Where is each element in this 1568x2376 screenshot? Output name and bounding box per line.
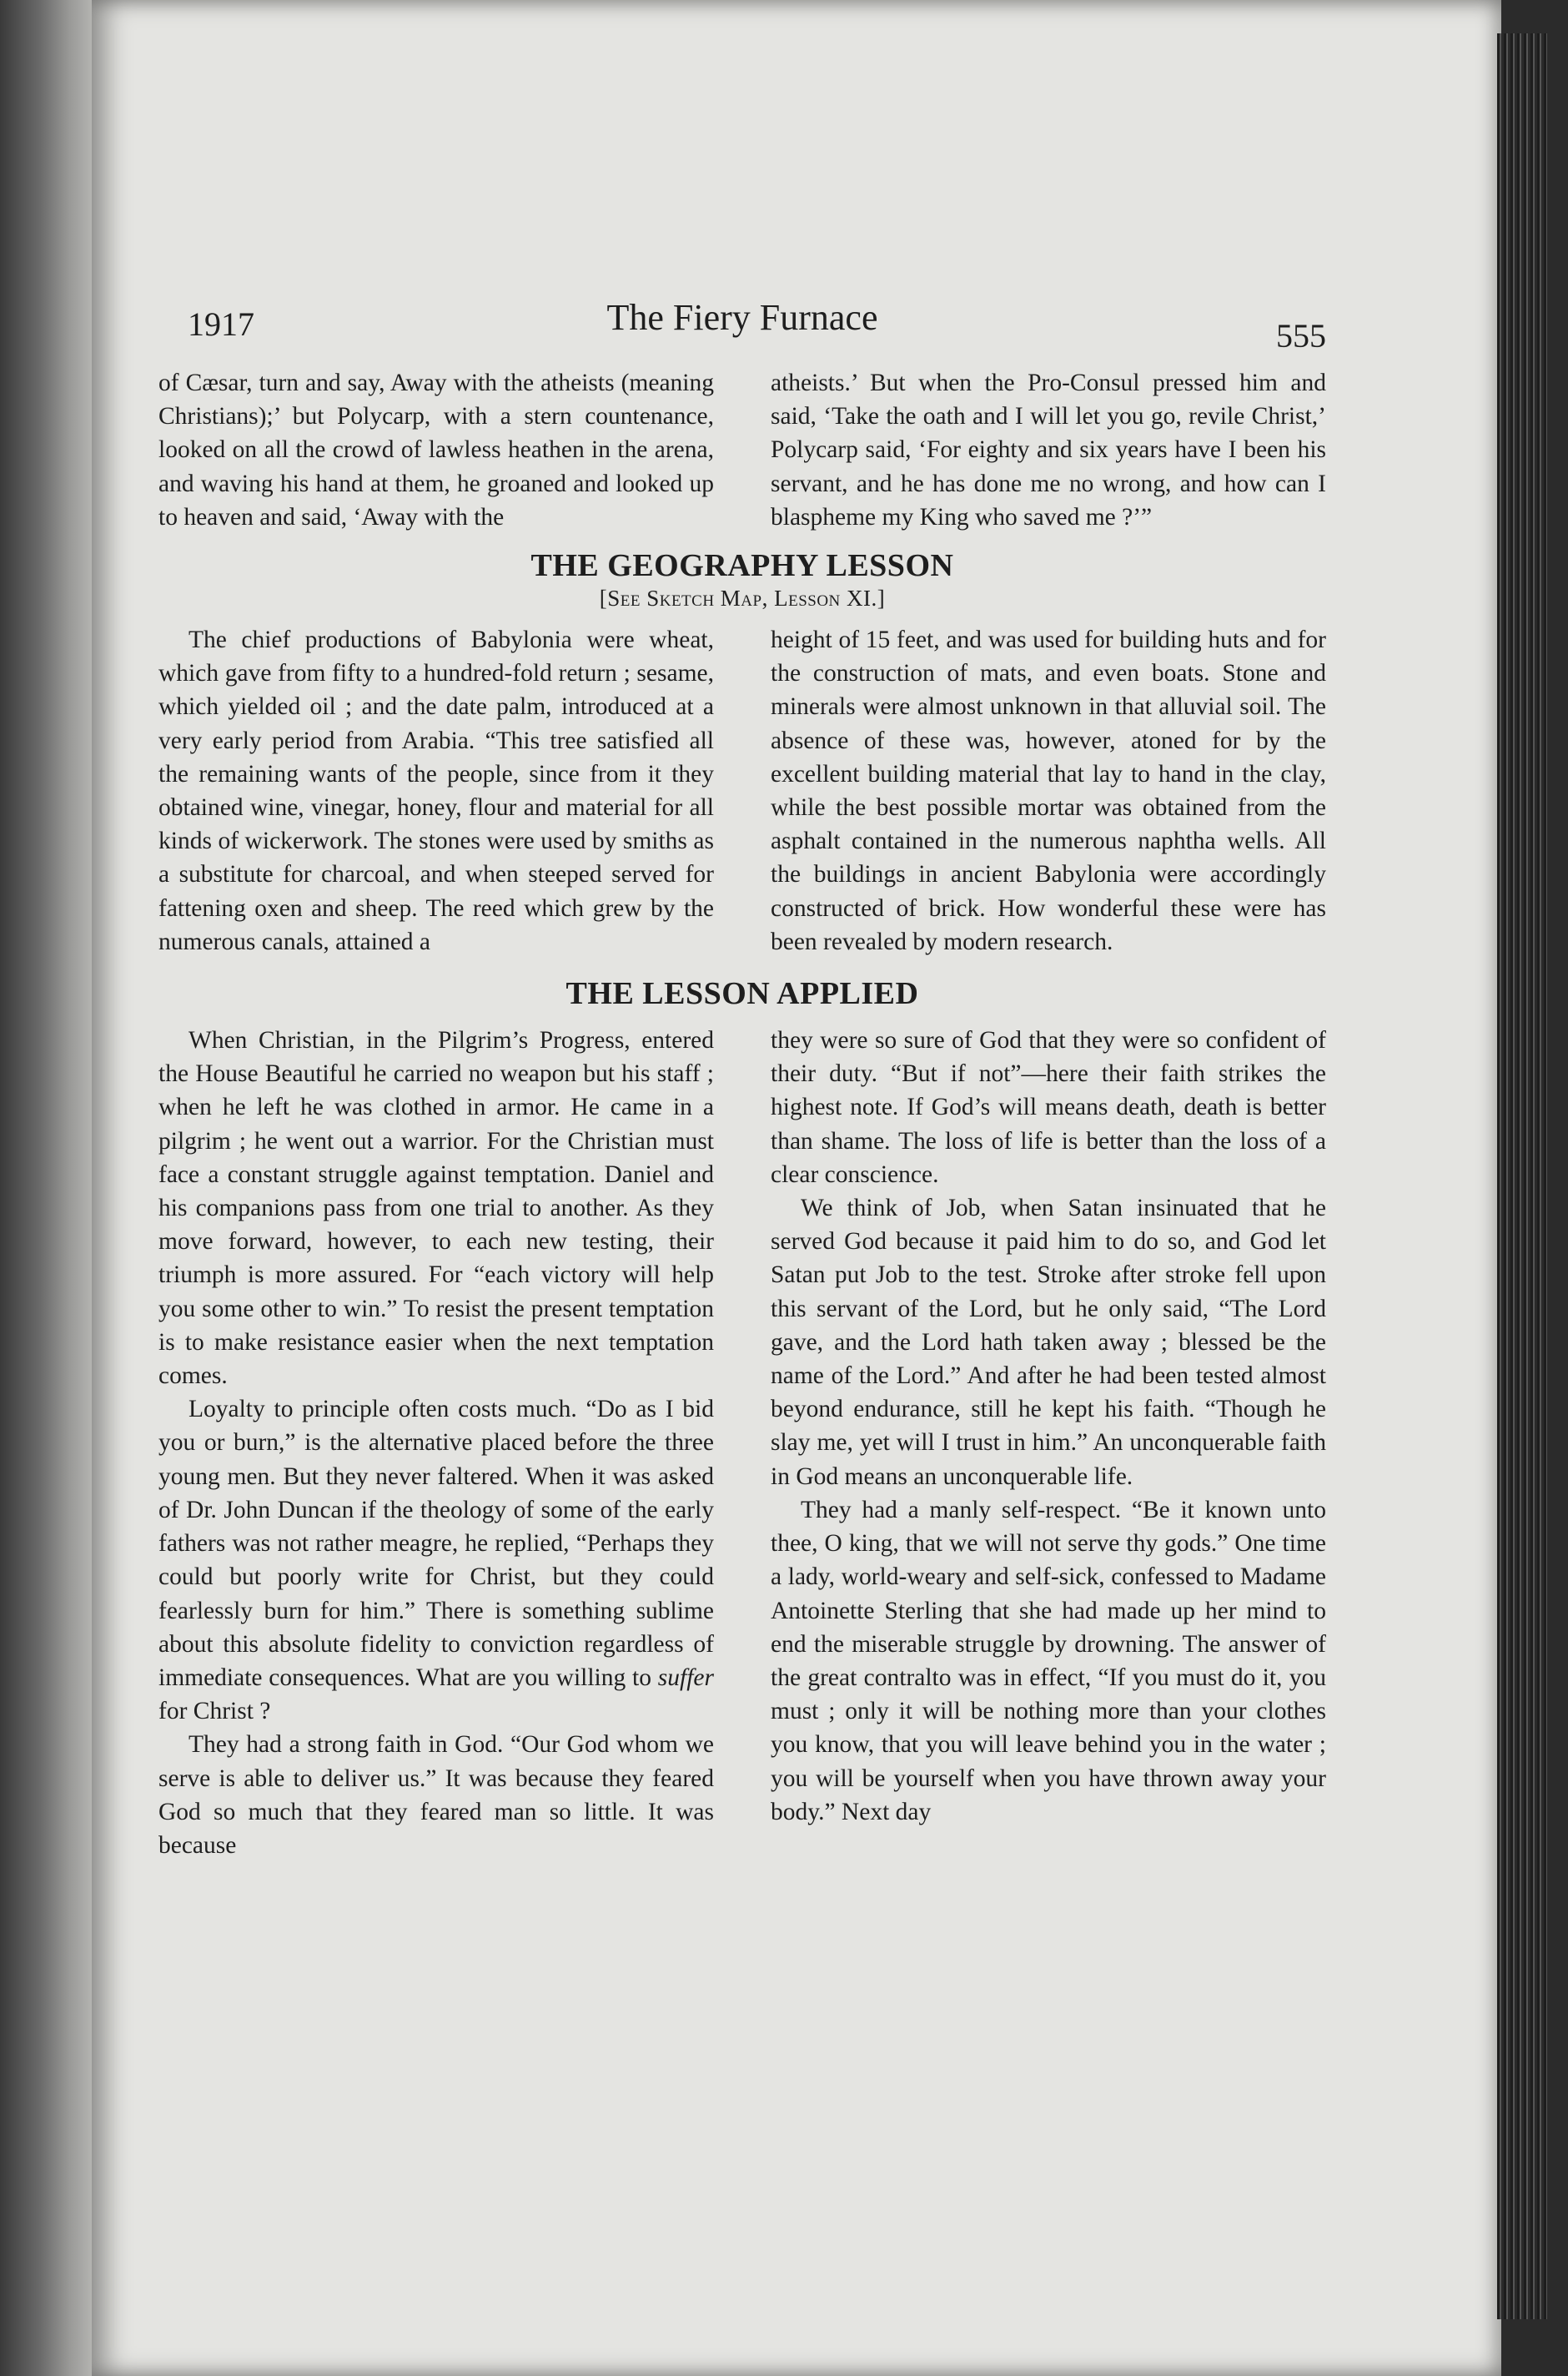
page-edges [1497, 33, 1547, 2319]
lesson-applied-left-column [158, 1024, 714, 1862]
book-gutter [0, 0, 100, 2376]
geography-right-column [771, 623, 1326, 959]
lesson-left-paragraph [158, 1392, 714, 1728]
running-head [158, 296, 1326, 355]
page-number: 555 [1276, 317, 1326, 355]
running-head-title: The Fiery Furnace [606, 297, 878, 338]
lesson-left-paragraph: When Christian, in the Pilgrim’s Progress, entered the House Beautiful he carried no weapon but his staff ; when he left he was clothed in armor. He came in a pilgrim ; he went out a warrior. For the Christian must face a constant struggle against temptation. Daniel and his companions pass from one trial to another. As they move forward, however, to each new testing, their triumph is more assured. For “each victory will help you some other to win.” To resist the present temptation is to make resistance easier when the next temptation comes. [158, 1027, 714, 1390]
lesson-left-paragraph: They had a strong faith in God. “Our God whom we serve is able to deliver us.” It was because they feared God so much that they feared man so little. It was because [158, 1731, 714, 1859]
italic-word: suffer [657, 1664, 714, 1691]
intro-left-column [158, 366, 714, 534]
page-text [158, 296, 1326, 1862]
lesson-applied-heading: THE LESSON APPLIED [565, 976, 919, 1012]
geography-right-text: height of 15 feet, and was used for building huts and for the construction of mats, and even boats. Stone and minerals were almost unknown in that alluvial soil. The absence of these was, however, atoned for by the excellent building material that lay to hand in the clay, while the best possible mortar was obtained from the asphalt contained in the numerous naphtha wells. All the buildings in ancient Babylonia were accordingly constructed of brick. How wonderful these were has been revealed by modern research. [771, 627, 1326, 955]
intro-right-text: atheists.’ But when the Pro-Consul pressed him and said, ‘Take the oath and I will let you go, revile Christ,’ Polycarp said, ‘For eighty and six years have I been his servant, and he has done me no wrong, and how can I blaspheme my King who saved me ?’” [771, 370, 1326, 531]
geography-columns [158, 623, 1326, 959]
running-head-year: 1917 [188, 305, 254, 343]
lesson-right-paragraph: they were so sure of God that they were so confident of their duty. “But if not”—here their faith strikes the highest note. If God’s will means death, death is better than shame. The loss of life is better than the loss of a clear conscience. [771, 1027, 1326, 1188]
lesson-left-paragraph-text: Loyalty to principle often costs much. “Do as I bid you or burn,” is the alternative placed before the three young men. But they never faltered. When it was asked of Dr. John Duncan if the theology of some of the early fathers was not rather meagre, he replied, “Perhaps they could but poorly write for Christ, but they could fearlessly burn for him.” There is something sublime about this absolute fidelity to conviction regardless of immediate consequences. What are you willing to [158, 1396, 714, 1691]
lesson-right-paragraph: They had a manly self-respect. “Be it known unto thee, O king, that we will not serve thy gods.” One time a lady, world-weary and self-sick, confessed to Madame Antoinette Sterling that she had made up her mind to end the miserable struggle by drowning. The answer of the great contralto was in effect, “If you must do it, you must ; only it will be nothing more than your clothes you know, that you will leave behind you in the water ; you will be yourself when you have thrown away your body.” Next day [771, 1496, 1326, 1825]
intro-right-column [771, 366, 1326, 534]
geography-subheading: [See Sketch Map, Lesson XI.] [599, 586, 886, 612]
lesson-applied-columns [158, 1024, 1326, 1862]
intro-columns [158, 366, 1326, 534]
lesson-left-paragraph-tail: for Christ ? [158, 1698, 271, 1725]
lesson-applied-right-column [771, 1024, 1326, 1862]
intro-left-text: of Cæsar, turn and say, Away with the atheists (meaning Christians);’ but Polycarp, with a stern countenance, looked on all the crowd of lawless heathen in the arena, and waving his hand at them, he groaned and looked up to heaven and said, ‘Away with the [158, 370, 714, 531]
lesson-right-paragraph: We think of Job, when Satan insinuated that he served God because it paid him to do so, and God let Satan put Job to the test. Stroke after stroke fell upon this servant of the Lord, but he only said, “The Lord gave, and the Lord hath taken away ; blessed be the name of the Lord.” And after he had been tested almost beyond endurance, still he kept his faith. “Though he slay me, yet will I trust in him.” An unconquerable faith in God means an unconquerable life. [771, 1195, 1326, 1490]
geography-heading: THE GEOGRAPHY LESSON [530, 548, 954, 584]
geography-left-column [158, 623, 714, 959]
geography-left-text: The chief productions of Babylonia were wheat, which gave from fifty to a hundred-fold return ; sesame, which yielded oil ; and the date palm, introduced at a very early period from Arabia. “This tree satisfied all the remaining wants of the people, since from it they obtained wine, vinegar, honey, flour and material for all kinds of wickerwork. The stones were used by smiths as a substitute for charcoal, and when steeped served for fattening oxen and sheep. The reed which grew by the numerous canals, attained a [158, 627, 714, 955]
